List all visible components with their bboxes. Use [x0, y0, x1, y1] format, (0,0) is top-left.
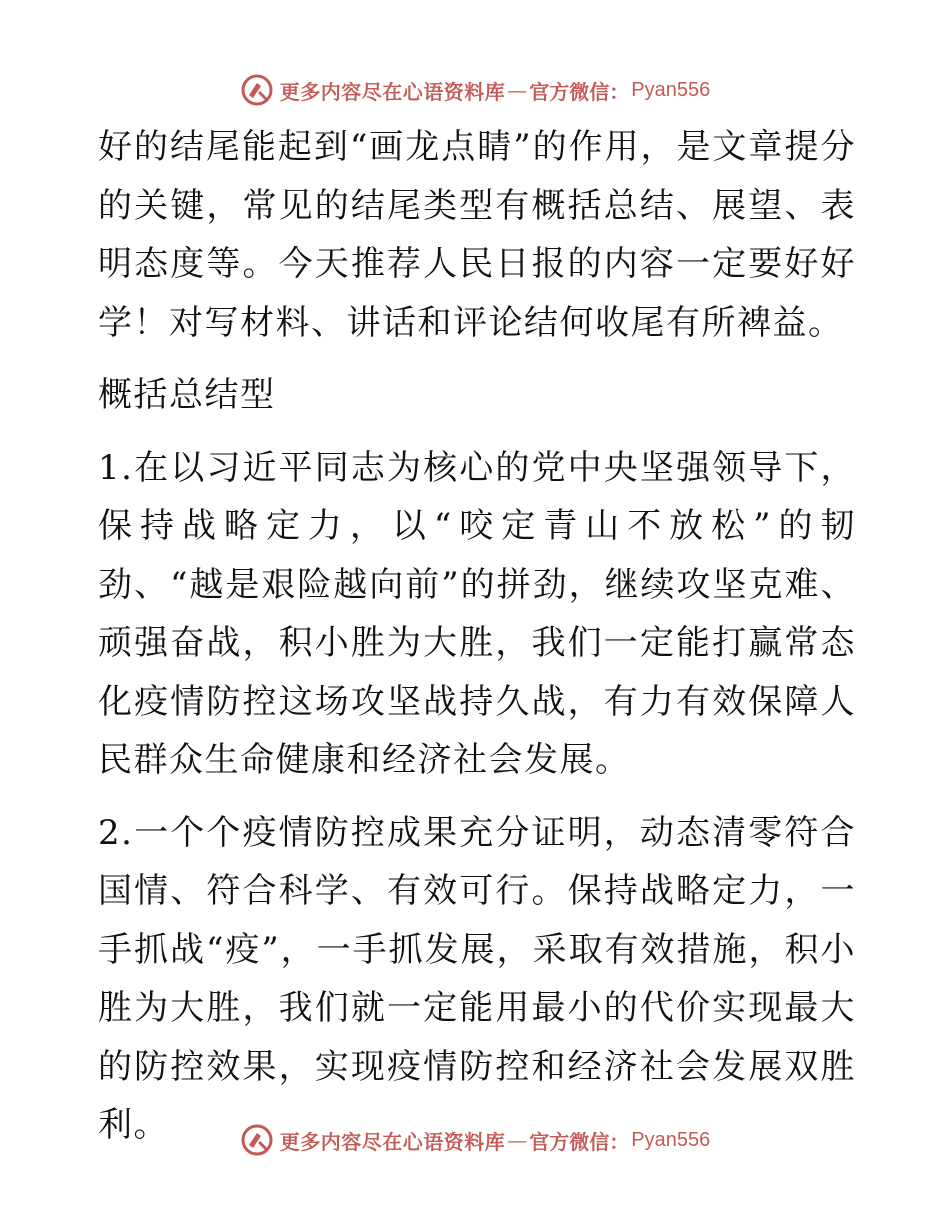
banner-site-text: 更多内容尽在心语资料库	[279, 79, 506, 104]
section-heading: 概括总结型	[98, 375, 276, 415]
book-pen-logo-icon	[240, 73, 274, 107]
article-body	[98, 118, 856, 1169]
banner-wechat-id: Pyan556	[631, 1128, 711, 1151]
book-pen-logo-icon	[240, 1123, 274, 1157]
list-item: 2.一个个疫情防控成果充分证明，动态清零符合国情、符合科学、有效可行。保持战略定力，一手抓战“疫”，一手抓发展，采取有效措施，积小胜为大胜，我们就一定能用最小的代价实现最大的防控效果，实现疫情防控和经济社会发展双胜利。	[98, 812, 856, 1145]
intro-paragraph: 好的结尾能起到“画龙点睛”的作用，是文章提分的关键，常见的结尾类型有概括总结、展望、表明态度等。今天推荐人民日报的内容一定要好好学！对写材料、讲话和评论结何收尾有所裨益。	[98, 127, 856, 343]
banner-separator: —	[507, 78, 528, 102]
header-banner	[0, 70, 950, 110]
banner-wechat-label: 官方微信：	[529, 1129, 630, 1154]
list-item: 1.在以习近平同志为核心的党中央坚强领导下，保持战略定力，以“咬定青山不放松”的韧劲、“越是艰险越向前”的拼劲，继续攻坚克难、顽强奋战，积小胜为大胜，我们一定能打赢常态化疫情防控这场攻坚战持久战，有力有效保障人民群众生命健康和经济社会发展。	[98, 447, 856, 780]
banner-separator: —	[507, 1128, 528, 1152]
banner-wechat-id: Pyan556	[631, 78, 711, 101]
footer-banner	[0, 1120, 950, 1160]
banner-site-text: 更多内容尽在心语资料库	[279, 1129, 506, 1154]
banner-wechat-label: 官方微信：	[529, 79, 630, 104]
